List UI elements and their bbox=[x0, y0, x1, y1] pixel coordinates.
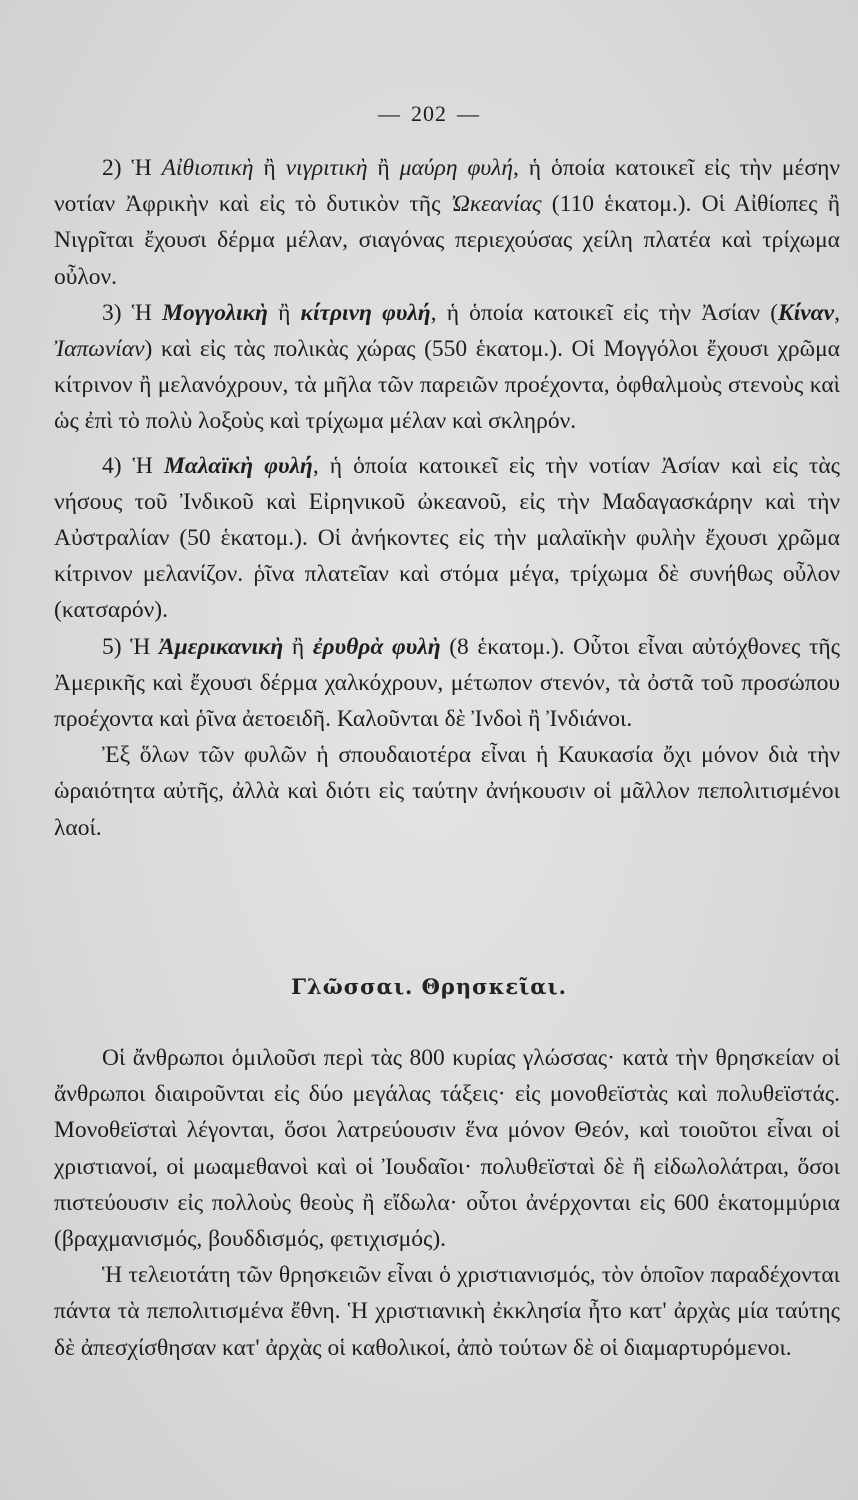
text-run: ἢ bbox=[267, 299, 301, 326]
text-run: 5) Ἡ bbox=[102, 633, 159, 660]
emphasized-term: Κίναν bbox=[778, 299, 835, 326]
paragraph bbox=[54, 1040, 840, 1257]
text-run: 2) Ἡ bbox=[102, 155, 162, 181]
paragraph bbox=[54, 150, 840, 295]
emphasized-term: ἐρυθρὰ φυλὴ bbox=[312, 633, 441, 660]
dash-left: — bbox=[378, 101, 401, 126]
emphasized-term: Ὠκεανίας bbox=[450, 191, 542, 218]
text-run: Ἐξ ὅλων τῶν φυλῶν ἡ σπουδαιοτέρα εἶναι ἡ Καυκασία ὄχι μόνον διὰ τὴν ὡραιότητα αὐτῆς, ἀλλὰ καὶ διότι εἰς ταύτην ἀνήκουσιν οἱ μᾶλλον πεπολιτισμένοι λαοί. bbox=[54, 742, 840, 841]
emphasized-term: μαύρη φυλή bbox=[399, 155, 514, 181]
emphasized-term: κίτρινη φυλή bbox=[300, 299, 431, 326]
emphasized-term: Ἀμερικανικὴ bbox=[159, 633, 284, 660]
text-run: 3) Ἡ bbox=[102, 299, 163, 326]
text-run: , ἡ ὁποία κατοικεῖ εἰς τὴν μέσην νοτίαν Ἀφρικὴν καὶ εἰς τὸ δυτικὸν τῆς bbox=[54, 155, 840, 218]
text-run: , ἡ ὁποία κατοικεῖ εἰς τὴν νοτίαν Ἀσίαν καὶ εἰς τὰς νήσους τοῦ Ἰνδικοῦ καὶ Εἰρηνικοῦ ὠκεανοῦ, εἰς τὴν Μαδαγασκάρην καὶ τὴν Αὐστραλίαν (50 ἑκατομ.). Οἱ ἀνήκοντες εἰς τὴν μαλαϊκὴν φυλὴν ἔχουσι χρῶμα κίτρινον μελανίζον. ῥῖνα πλατεῖαν καὶ στόμα μέγα, τρίχωμα δὲ συνήθως οὖλον (κατσαρόν). bbox=[54, 452, 840, 624]
emphasized-term: νιγριτικὴ bbox=[285, 155, 368, 181]
emphasized-term: Αἰθιοπικὴ bbox=[161, 155, 254, 181]
text-run: , ἡ ὁποία κατοικεῖ εἰς τὴν Ἀσίαν ( bbox=[430, 299, 779, 326]
text-run: (110 ἑκατομ.). Οἱ Αἰθίοπες ἢ Νιγρῖται ἔχουσι δέρμα μέλαν, σιαγόνας περιεχούσας χείλη πλατέα καὶ τρίχωμα οὖλον. bbox=[54, 191, 840, 290]
text-run: 4) Ἡ bbox=[102, 452, 164, 479]
text-run: ἢ bbox=[283, 633, 313, 660]
page-number: 202 bbox=[411, 101, 447, 126]
text-run: Ἡ τελειοτάτη τῶν θρησκειῶν εἶναι ὁ χριστιανισμός, τὸν ὁποῖον παραδέχονται πάντα τὰ πεπολιτισμένα ἔθνη. Ἡ χριστιανικὴ ἐκκλησία ἦτο κατ' ἀρχὰς μία ταύτης δὲ ἀπεσχίσθησαν κατ' ἀρχὰς οἱ καθολικοί, ἀπὸ τούτων δὲ οἱ διαμαρτυρόμενοι. bbox=[54, 1262, 840, 1361]
races-section bbox=[54, 150, 840, 846]
paragraph bbox=[54, 1257, 840, 1366]
page-number-line bbox=[0, 101, 858, 127]
languages-religions-section bbox=[54, 1040, 840, 1366]
paragraph bbox=[54, 448, 840, 629]
paragraph bbox=[54, 737, 840, 846]
text-run: (8 ἑκατομ.). Οὗτοι εἶναι αὐτόχθονες τῆς Ἀμερικῆς καὶ ἔχουσι δέρμα χαλκόχρουν, μέτωπον στενόν, τὰ ὀστᾶ τοῦ προσώπου προέχοντα καὶ ῥῖνα ἀετοειδῆ. Καλοῦνται δὲ Ἰνδοὶ ἢ Ἰνδιάνοι. bbox=[54, 633, 840, 733]
emphasized-term: Μογγολικὴ bbox=[162, 299, 268, 326]
section-heading: Γλῶσσαι. Θρησκεῖαι. bbox=[291, 974, 567, 999]
dash-right: — bbox=[457, 101, 480, 126]
paragraph bbox=[54, 295, 840, 440]
emphasized-term: Ἰαπωνίαν bbox=[54, 336, 145, 363]
text-run: ) καὶ εἰς τὰς πολικὰς χώρας (550 ἑκατομ.). Οἱ Μογγόλοι ἔχουσι χρῶμα κίτρινον ἢ μελανόχρουν, τὰ μῆλα τῶν παρειῶν προέχοντα, ὀφθαλμοὺς στενοὺς καὶ ὡς ἐπὶ τὸ πολὺ λοξοὺς καὶ τρίχωμα μέλαν καὶ σκληρόν. bbox=[54, 336, 840, 435]
paragraph bbox=[54, 629, 840, 738]
text-run: Οἱ ἄνθρωποι ὁμιλοῦσι περὶ τὰς 800 κυρίας γλώσσας· κατὰ τὴν θρησκείαν οἱ ἄνθρωποι διαιροῦνται εἰς δύο μεγάλας τάξεις· εἰς μονοθεϊστὰς καὶ πολυθεϊστάς. Μονοθεϊσταὶ λέγονται, ὅσοι λατρεύουσιν ἕνα μόνον Θεόν, καὶ τοιοῦτοι εἶναι οἱ χριστιανοί, οἱ μωαμεθανοὶ καὶ οἱ Ἰουδαῖοι· πολυθεϊσταὶ δὲ ἢ εἰδωλολάτραι, ὅσοι πιστεύουσιν εἰς πολλοὺς θεοὺς ἢ εἴδωλα· οὗτοι ἀνέρχονται εἰς 600 ἑκατομμύρια (βραχμανισμός, βουδδισμός, φετιχισμός). bbox=[54, 1045, 840, 1253]
text-run: ἢ bbox=[367, 155, 400, 181]
text-run: , bbox=[834, 299, 840, 326]
text-run: ἢ bbox=[253, 155, 286, 181]
emphasized-term: Μαλαϊκὴ φυλή bbox=[163, 452, 313, 479]
